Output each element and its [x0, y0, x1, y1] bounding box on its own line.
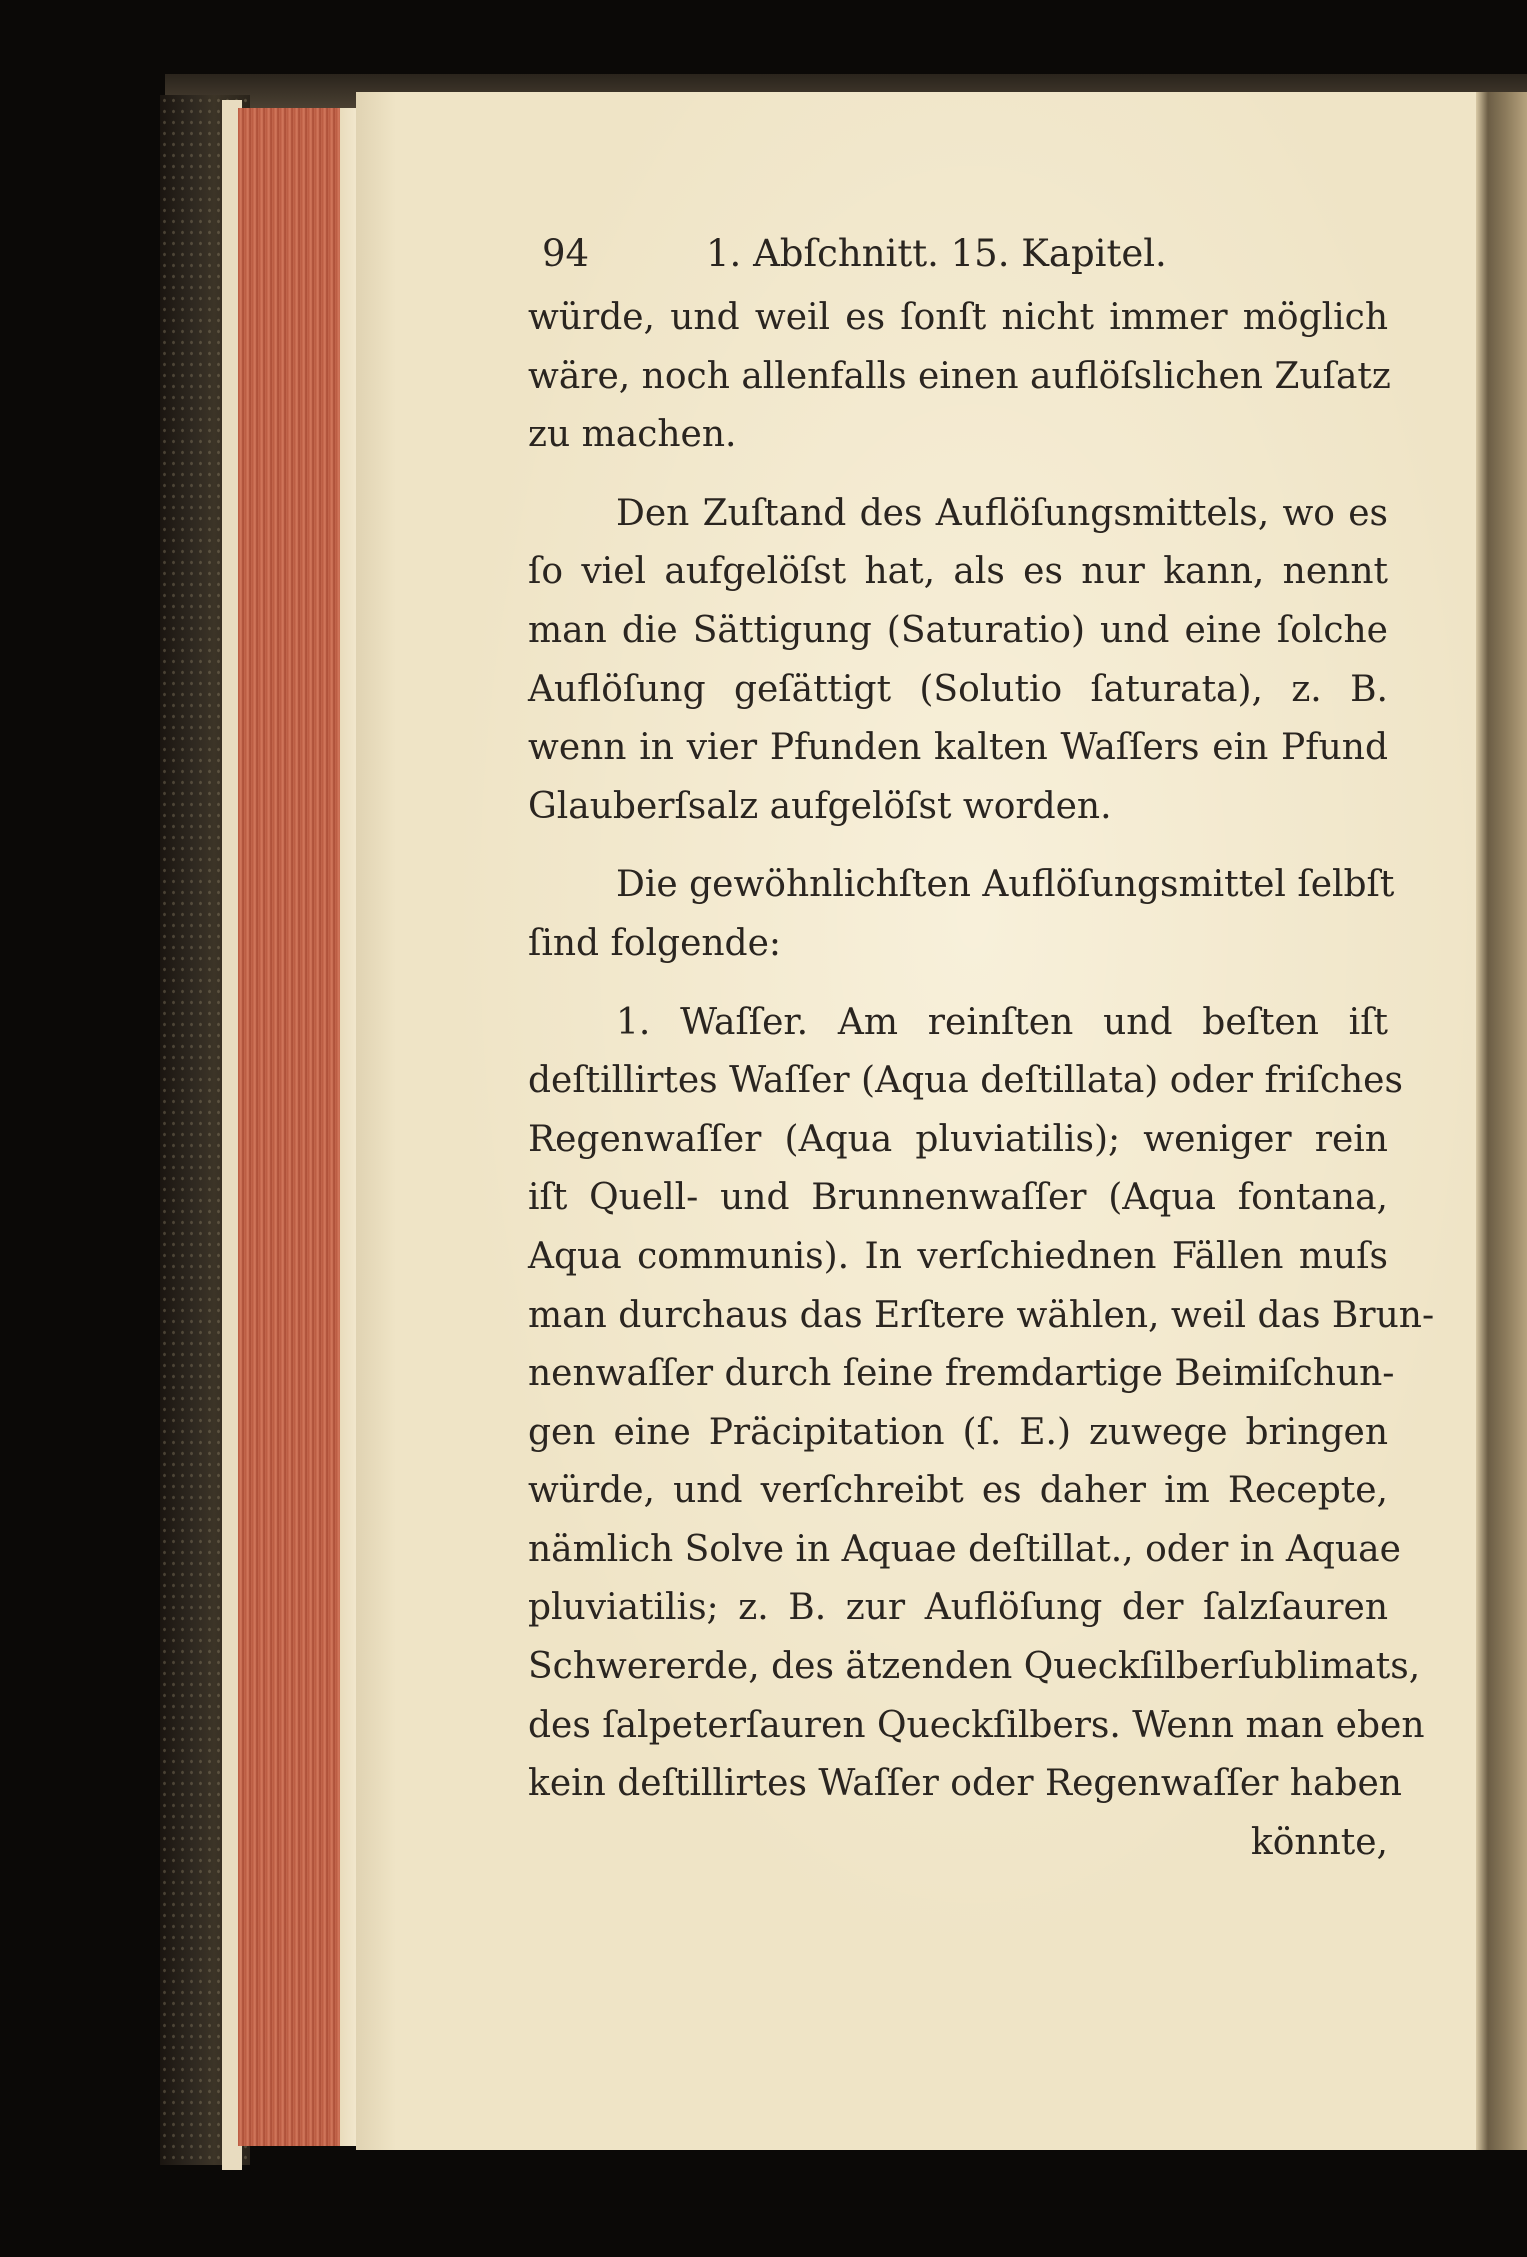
text-line: Glauberſsalz aufgelöſst worden.	[528, 785, 1112, 827]
text-line: man die Sättigung (Saturatio) und eine ſolche	[528, 609, 1388, 651]
text-line: ſind folgende:	[528, 922, 782, 964]
text-line: würde, und weil es ſonſt nicht immer möglich	[528, 297, 1388, 338]
text-line: Den Zuſtand des Auflöſungsmittels, wo es	[616, 492, 1388, 534]
text-line: 1. Waſſer. Am reinſten und beſten iſt	[616, 1001, 1388, 1043]
text-line: Die gewöhnlichſten Auflöſungsmittel ſelbſt	[616, 864, 1395, 906]
text-line: des ſalpeterſauren Queckſilbers. Wenn man eben	[528, 1704, 1425, 1746]
text-line: wenn in vier Pfunden kalten Waſſers ein Pfund	[528, 727, 1388, 769]
text-line: Schwererde, des ätzenden Queckſilberſublimats,	[528, 1646, 1421, 1688]
catchword: könnte,	[1250, 1821, 1388, 1863]
text-line: nämlich Solve in Aquae deſtillat., oder in Aquae	[528, 1528, 1401, 1570]
text-line: Auflöſung geſättigt (Solutio ſaturata), z. B.	[528, 668, 1388, 710]
text-line: würde, und verſchreibt es daher im Recepte,	[528, 1470, 1388, 1512]
text-line: zu machen.	[528, 414, 737, 456]
text-line: ſo viel aufgelöſst hat, als es nur kann, nennt	[528, 551, 1388, 593]
page-text	[528, 225, 1435, 1872]
page-number: 94	[542, 232, 590, 275]
text-line: pluviatilis; z. B. zur Auflöſung der ſalzſauren	[528, 1587, 1388, 1629]
text-line: kein deſtillirtes Waſſer oder Regenwaſſer haben	[528, 1763, 1402, 1805]
text-line: Aqua communis). In verſchiednen Fällen muſs	[528, 1235, 1388, 1277]
running-head: 1. Abſchnitt. 15. Kapitel.	[706, 232, 1167, 275]
page-header	[528, 225, 1388, 283]
facing-page-edge	[1476, 92, 1527, 2150]
text-line: Regenwaſſer (Aqua pluviatilis); weniger rein	[528, 1118, 1388, 1160]
text-line: gen eine Präcipitation (ſ. E.) zuwege bringen	[528, 1411, 1388, 1453]
text-line: wäre, noch allenfalls einen auflöſslichen Zuſatz	[528, 355, 1391, 397]
text-line: iſt Quell- und Brunnenwaſſer (Aqua fontana,	[528, 1177, 1388, 1219]
text-line: deſtillirtes Waſſer (Aqua deſtillata) oder friſches	[528, 1060, 1403, 1102]
text-line: nenwaſſer durch ſeine fremdartige Beimiſchun-	[528, 1353, 1395, 1395]
text-line: man durchaus das Erſtere wählen, weil das Brun-	[528, 1294, 1435, 1336]
page-edges	[238, 108, 358, 2146]
